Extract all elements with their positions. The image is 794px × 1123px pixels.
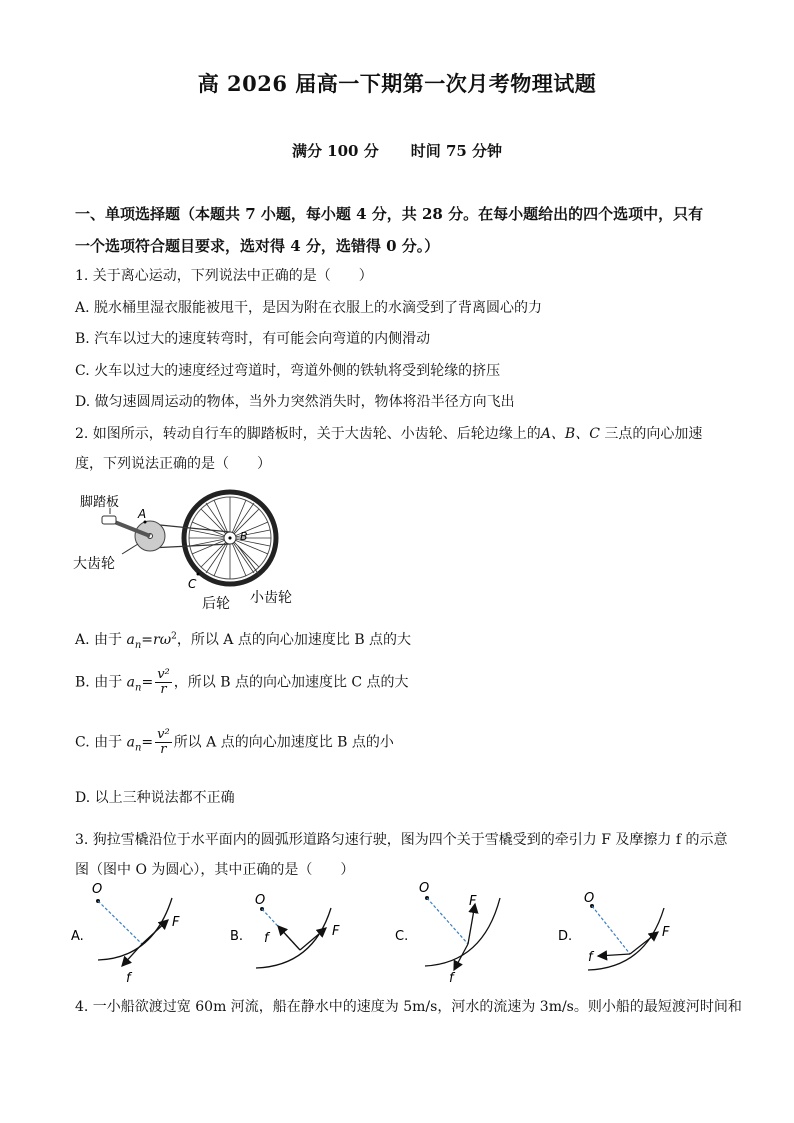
q3-stem-line1: 3. 狗拉雪橇沿位于水平面内的圆弧形道路匀速行驶，图为四个关于雪橇受到的牵引力 F 及摩擦力 f 的示意 [75,832,728,848]
svg-text:C.: C. [395,929,409,944]
exam-info [0,140,794,161]
svg-text:O: O [419,881,430,896]
svg-text:F: F [172,915,180,930]
diagram-d [558,891,670,970]
label-c: C [188,577,197,591]
svg-text:f: f [264,931,269,946]
svg-text:f: f [449,971,454,986]
q3-stem-line2: 图（图中 O 为圆心），其中正确的是（ ） [75,862,355,878]
diagram-b [230,893,340,968]
svg-text:O: O [584,891,595,906]
q1-option-b: B. 汽车以过大的速度转弯时，有可能会向弯道的内侧滑动 [75,331,431,347]
q2-stem-line1: 2. 如图所示，转动自行车的脚踏板时，关于大齿轮、小齿轮、后轮边缘上的A、B、C 三点的向心加速 [75,426,703,442]
q2-option-a: A. 由于 $a_n=r\omega^2$，所以 A 点的向心加速度比 B 点的大 [75,631,412,651]
q2-option-c: C. 由于 $a_n=$ $\frac{\text{v²}}{r}$ 所以 A 点的向心加速度比 B 点的小 [75,727,394,757]
page-title: 高 2026 届高一下期第一次月考物理试题 [197,71,597,96]
label-big-gear: 大齿轮 [73,556,115,572]
q4-stem: 4. 一小船欲渡过宽 60m 河流，船在静水中的速度为 5m/s，河水的流速为 3m/s。则小船的最短渡河时间和 [75,999,742,1015]
svg-text:f: f [126,971,131,986]
label-pedal: 脚踏板 [80,495,120,510]
section-heading-line1: 一、单项选择题（本题共 7 小题，每小题 4 分，共 28 分。在每小题给出的四个选项中，只有 [75,205,704,223]
svg-text:A.: A. [71,929,84,944]
svg-text:F: F [332,924,340,939]
time-info: 时间 75 分钟 [410,142,503,160]
svg-text:F: F [469,894,477,909]
diagram-c [395,881,500,986]
q1-option-c: C. 火车以过大的速度经过弯道时，弯道外侧的铁轨将受到轮缘的挤压 [75,363,501,379]
svg-text:B.: B. [230,929,244,944]
diagram-a [71,882,180,986]
label-small-gear: 小齿轮 [250,590,292,606]
q1-stem: 1. 关于离心运动，下列说法中正确的是（ ） [75,268,373,284]
q2-option-b: B. 由于 $a_n=$ $\frac{\text{v²}}{r}$ ，所以 B 点的向心加速度比 C 点的大 [75,667,409,697]
q1-option-d: D. 做匀速圆周运动的物体，当外力突然消失时，物体将沿半径方向飞出 [75,394,515,410]
svg-text:F: F [662,925,670,940]
label-a: A [138,507,147,521]
svg-text:f: f [588,950,593,965]
q2-option-d: D. 以上三种说法都不正确 [75,790,235,806]
sled-force-diagrams [68,878,718,988]
svg-text:O: O [92,882,103,897]
score-info: 满分 100 分 [291,142,379,160]
svg-text:O: O [255,893,266,908]
section-heading-line2: 一个选项符合题目要求，选对得 4 分，选错得 0 分。） [75,237,440,255]
bicycle-figure [70,488,310,618]
q1-option-a: A. 脱水桶里湿衣服能被甩干，是因为附在衣服上的水滴受到了背离圆心的力 [75,300,543,316]
label-b: B [240,530,248,543]
label-rear-wheel: 后轮 [202,596,230,612]
q2-stem-line2: 度，下列说法正确的是（ ） [75,456,271,472]
svg-text:D.: D. [558,929,573,944]
